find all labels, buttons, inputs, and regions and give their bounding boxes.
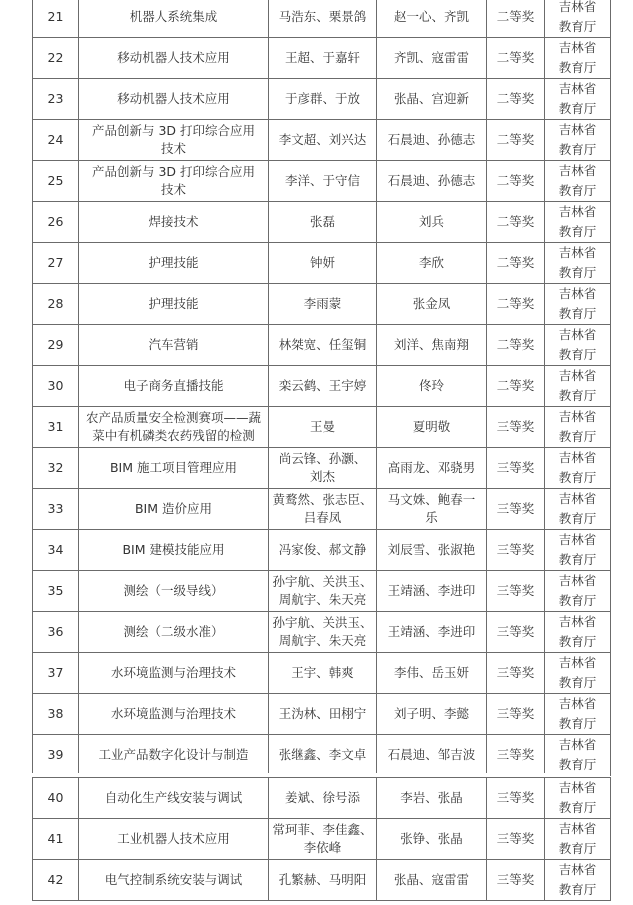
cell-students: 常珂菲、李佳鑫、 李依峰	[269, 819, 377, 860]
cell-project: 汽车营销	[79, 325, 269, 366]
table-row	[33, 778, 611, 819]
cell-teachers: 李欣	[377, 243, 487, 284]
cell-project: 水环境监测与治理技术	[79, 694, 269, 735]
cell-students: 于彦群、于放	[269, 79, 377, 120]
cell-organization: 吉林省 教育厅	[545, 571, 611, 612]
cell-organization: 吉林省 教育厅	[545, 407, 611, 448]
cell-project: 机器人系统集成	[79, 0, 269, 38]
cell-award: 二等奖	[487, 202, 545, 243]
cell-award: 二等奖	[487, 243, 545, 284]
cell-organization: 吉林省 教育厅	[545, 120, 611, 161]
cell-project: 测绘（一级导线）	[79, 571, 269, 612]
cell-students: 马浩东、栗景鸽	[269, 0, 377, 38]
cell-students: 李雨蒙	[269, 284, 377, 325]
cell-organization: 吉林省 教育厅	[545, 38, 611, 79]
cell-award: 二等奖	[487, 284, 545, 325]
cell-project: 工业机器人技术应用	[79, 819, 269, 860]
cell-number: 25	[33, 161, 79, 202]
cell-award: 二等奖	[487, 0, 545, 38]
cell-organization: 吉林省 教育厅	[545, 860, 611, 901]
cell-teachers: 李岩、张晶	[377, 778, 487, 819]
cell-project: BIM 造价应用	[79, 489, 269, 530]
cell-organization: 吉林省 教育厅	[545, 79, 611, 120]
cell-teachers: 王靖涵、李进印	[377, 612, 487, 653]
cell-award: 二等奖	[487, 325, 545, 366]
table-row	[33, 819, 611, 860]
cell-teachers: 佟玲	[377, 366, 487, 407]
cell-number: 27	[33, 243, 79, 284]
cell-project: BIM 建模技能应用	[79, 530, 269, 571]
cell-organization: 吉林省 教育厅	[545, 735, 611, 776]
table-row	[33, 530, 611, 571]
cell-teachers: 刘子明、李懿	[377, 694, 487, 735]
cell-project: 测绘（二级水准）	[79, 612, 269, 653]
table-row	[33, 243, 611, 284]
cell-number: 22	[33, 38, 79, 79]
cell-award: 二等奖	[487, 161, 545, 202]
cell-organization: 吉林省 教育厅	[545, 202, 611, 243]
cell-organization: 吉林省 教育厅	[545, 161, 611, 202]
cell-students: 李文超、刘兴达	[269, 120, 377, 161]
awards-table-body	[33, 778, 611, 901]
cell-organization: 吉林省 教育厅	[545, 0, 611, 38]
table-row	[33, 38, 611, 79]
cell-teachers: 张晶、宫迎新	[377, 79, 487, 120]
cell-project: 农产品质量安全检测赛项——蔬 菜中有机磷类农药残留的检测	[79, 407, 269, 448]
cell-teachers: 马文姝、鲍春一 乐	[377, 489, 487, 530]
cell-number: 37	[33, 653, 79, 694]
cell-number: 26	[33, 202, 79, 243]
cell-students: 张磊	[269, 202, 377, 243]
cell-project: 移动机器人技术应用	[79, 79, 269, 120]
cell-number: 41	[33, 819, 79, 860]
table-row	[33, 79, 611, 120]
cell-award: 三等奖	[487, 860, 545, 901]
cell-teachers: 张金凤	[377, 284, 487, 325]
awards-table-part1	[32, 0, 611, 776]
table-row	[33, 489, 611, 530]
cell-number: 42	[33, 860, 79, 901]
table-row	[33, 120, 611, 161]
table-row	[33, 202, 611, 243]
cell-award: 三等奖	[487, 819, 545, 860]
cell-organization: 吉林省 教育厅	[545, 653, 611, 694]
cell-organization: 吉林省 教育厅	[545, 489, 611, 530]
table-row	[33, 860, 611, 901]
cell-teachers: 张铮、张晶	[377, 819, 487, 860]
cell-students: 冯家俊、郝文静	[269, 530, 377, 571]
cell-students: 孙宇航、关洪玉、 周航宇、朱天亮	[269, 612, 377, 653]
awards-table-body	[33, 0, 611, 776]
cell-students: 张继鑫、李文卓	[269, 735, 377, 776]
cell-award: 三等奖	[487, 735, 545, 776]
cell-teachers: 刘兵	[377, 202, 487, 243]
cell-teachers: 王靖涵、李进印	[377, 571, 487, 612]
cell-organization: 吉林省 教育厅	[545, 243, 611, 284]
cell-award: 二等奖	[487, 366, 545, 407]
cell-students: 王超、于嘉轩	[269, 38, 377, 79]
cell-project: 护理技能	[79, 284, 269, 325]
cell-organization: 吉林省 教育厅	[545, 778, 611, 819]
cell-award: 三等奖	[487, 571, 545, 612]
cell-number: 30	[33, 366, 79, 407]
cell-organization: 吉林省 教育厅	[545, 530, 611, 571]
table-row	[33, 612, 611, 653]
cell-students: 孙宇航、关洪玉、 周航宇、朱天亮	[269, 571, 377, 612]
cell-award: 三等奖	[487, 778, 545, 819]
cell-teachers: 刘洋、焦南翔	[377, 325, 487, 366]
table-row	[33, 448, 611, 489]
cell-organization: 吉林省 教育厅	[545, 366, 611, 407]
cell-project: 自动化生产线安装与调试	[79, 778, 269, 819]
table-row	[33, 161, 611, 202]
cell-award: 二等奖	[487, 120, 545, 161]
cell-award: 三等奖	[487, 407, 545, 448]
table-row	[33, 694, 611, 735]
cell-teachers: 石晨迪、孙德志	[377, 120, 487, 161]
cell-award: 二等奖	[487, 38, 545, 79]
cell-students: 王曼	[269, 407, 377, 448]
table-row	[33, 735, 611, 776]
cell-number: 40	[33, 778, 79, 819]
cell-number: 31	[33, 407, 79, 448]
cell-number: 24	[33, 120, 79, 161]
table-row	[33, 653, 611, 694]
cell-number: 28	[33, 284, 79, 325]
cell-project: 电气控制系统安装与调试	[79, 860, 269, 901]
cell-students: 栾云鹤、王宇婷	[269, 366, 377, 407]
cell-number: 38	[33, 694, 79, 735]
cell-students: 孔繁赫、马明阳	[269, 860, 377, 901]
cell-number: 23	[33, 79, 79, 120]
cell-students: 王宇、韩爽	[269, 653, 377, 694]
cell-project: 护理技能	[79, 243, 269, 284]
table-row	[33, 571, 611, 612]
table-row	[33, 325, 611, 366]
cell-organization: 吉林省 教育厅	[545, 325, 611, 366]
cell-teachers: 刘辰雪、张淑艳	[377, 530, 487, 571]
cell-students: 李洋、于守信	[269, 161, 377, 202]
cell-teachers: 赵一心、齐凯	[377, 0, 487, 38]
cell-teachers: 张晶、寇雷雷	[377, 860, 487, 901]
cell-students: 姜斌、徐号添	[269, 778, 377, 819]
cell-project: 电子商务直播技能	[79, 366, 269, 407]
table-row	[33, 407, 611, 448]
cell-number: 33	[33, 489, 79, 530]
cell-number: 29	[33, 325, 79, 366]
cell-teachers: 石晨迪、孙德志	[377, 161, 487, 202]
cell-students: 钟妍	[269, 243, 377, 284]
cell-students: 王沩林、田栩宁	[269, 694, 377, 735]
cell-number: 21	[33, 0, 79, 38]
cell-teachers: 李伟、岳玉妍	[377, 653, 487, 694]
cell-number: 39	[33, 735, 79, 776]
cell-students: 林桀宽、任玺铜	[269, 325, 377, 366]
table-row	[33, 284, 611, 325]
cell-teachers: 石晨迪、邹吉波	[377, 735, 487, 776]
cell-organization: 吉林省 教育厅	[545, 694, 611, 735]
cell-number: 32	[33, 448, 79, 489]
cell-award: 三等奖	[487, 448, 545, 489]
cell-teachers: 夏明敬	[377, 407, 487, 448]
page-break-gap	[30, 773, 610, 776]
cell-project: BIM 施工项目管理应用	[79, 448, 269, 489]
cell-organization: 吉林省 教育厅	[545, 284, 611, 325]
cell-project: 移动机器人技术应用	[79, 38, 269, 79]
cell-award: 二等奖	[487, 79, 545, 120]
cell-award: 三等奖	[487, 653, 545, 694]
cell-number: 34	[33, 530, 79, 571]
cell-project: 工业产品数字化设计与制造	[79, 735, 269, 776]
cell-project: 产品创新与 3D 打印综合应用 技术	[79, 120, 269, 161]
cell-project: 产品创新与 3D 打印综合应用 技术	[79, 161, 269, 202]
cell-number: 35	[33, 571, 79, 612]
cell-award: 三等奖	[487, 530, 545, 571]
table-row	[33, 0, 611, 38]
cell-award: 三等奖	[487, 489, 545, 530]
cell-organization: 吉林省 教育厅	[545, 612, 611, 653]
awards-table-part2	[32, 777, 611, 901]
cell-project: 焊接技术	[79, 202, 269, 243]
table-row	[33, 366, 611, 407]
cell-teachers: 高雨龙、邓骁男	[377, 448, 487, 489]
cell-number: 36	[33, 612, 79, 653]
cell-students: 黄鹜然、张志臣、 吕春凤	[269, 489, 377, 530]
cell-organization: 吉林省 教育厅	[545, 448, 611, 489]
cell-organization: 吉林省 教育厅	[545, 819, 611, 860]
cell-award: 三等奖	[487, 694, 545, 735]
cell-project: 水环境监测与治理技术	[79, 653, 269, 694]
cell-students: 尚云锋、孙灏、 刘杰	[269, 448, 377, 489]
cell-teachers: 齐凯、寇雷雷	[377, 38, 487, 79]
cell-award: 三等奖	[487, 612, 545, 653]
